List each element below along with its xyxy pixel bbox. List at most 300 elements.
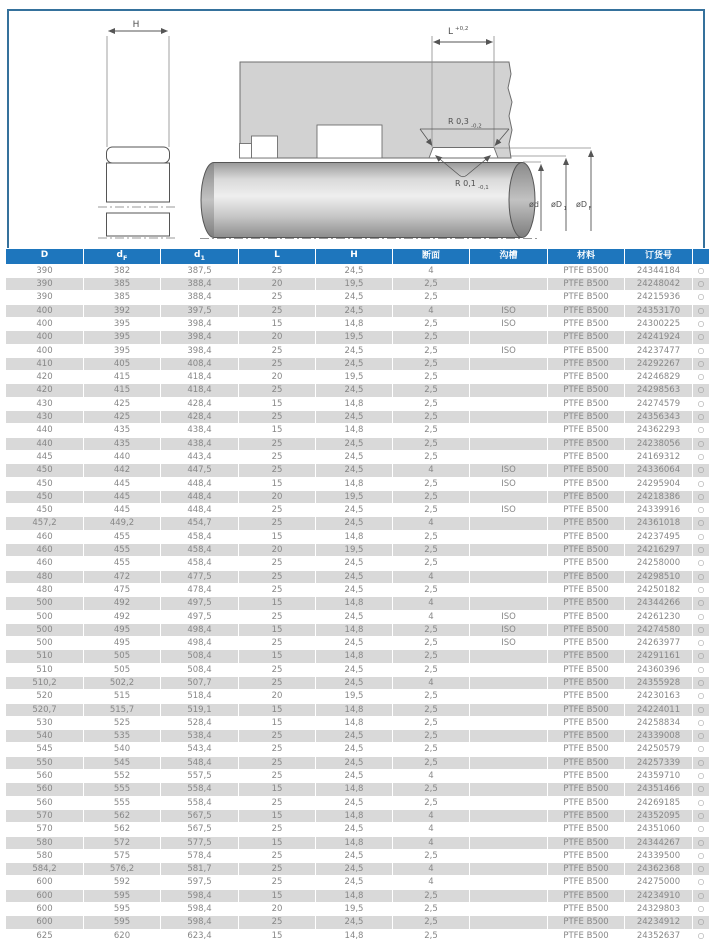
cell-cross-section: 2,5	[393, 371, 469, 383]
cell-L: 25	[239, 611, 315, 623]
cell-order-no: 24344184	[625, 265, 692, 277]
cell-dF: 382	[84, 265, 160, 277]
cell-dF: 472	[84, 571, 160, 583]
cell-d1: 578,4	[161, 850, 238, 862]
cell-D: 440	[6, 438, 83, 450]
cell-groove	[470, 278, 547, 290]
table-row	[6, 345, 709, 357]
cell-order-no: 24274580	[625, 624, 692, 636]
table-row	[6, 265, 709, 277]
cell-dF: 620	[84, 930, 160, 942]
cell-cross-section: 4	[393, 517, 469, 529]
cell-D: 500	[6, 637, 83, 649]
cell-cross-section: 2,5	[393, 491, 469, 503]
availability-circle: ○	[693, 491, 709, 503]
cell-order-no: 24352095	[625, 810, 692, 822]
cell-L: 25	[239, 517, 315, 529]
cell-D: 520,7	[6, 704, 83, 716]
cell-D: 510	[6, 664, 83, 676]
cell-groove	[470, 783, 547, 795]
cell-D: 600	[6, 890, 83, 902]
table-row	[6, 358, 709, 370]
cell-dF: 455	[84, 544, 160, 556]
dia-label-d1: øD	[551, 200, 563, 209]
cell-L: 15	[239, 318, 315, 330]
cell-cross-section: 2,5	[393, 438, 469, 450]
table-row	[6, 305, 709, 317]
cell-material: PTFE B500	[548, 438, 624, 450]
cell-material: PTFE B500	[548, 371, 624, 383]
cell-groove: ISO	[470, 305, 547, 317]
cell-material: PTFE B500	[548, 850, 624, 862]
cell-L: 15	[239, 650, 315, 662]
cell-cross-section: 2,5	[393, 690, 469, 702]
cell-d1: 388,4	[161, 278, 238, 290]
cell-d1: 438,4	[161, 424, 238, 436]
cell-L: 25	[239, 265, 315, 277]
cell-cross-section: 2,5	[393, 717, 469, 729]
table-row	[6, 278, 709, 290]
shaft-body	[214, 163, 522, 238]
cell-dF: 525	[84, 717, 160, 729]
cell-order-no: 24344267	[625, 837, 692, 849]
cell-order-no: 24269185	[625, 797, 692, 809]
cell-material: PTFE B500	[548, 305, 624, 317]
table-row	[6, 584, 709, 596]
cell-H: 24,5	[316, 438, 392, 450]
cell-H: 24,5	[316, 504, 392, 516]
radius-label-top: R 0,3	[448, 117, 469, 126]
cell-material: PTFE B500	[548, 571, 624, 583]
cell-cross-section: 4	[393, 770, 469, 782]
cell-dF: 595	[84, 916, 160, 928]
cell-H: 14,8	[316, 624, 392, 636]
cell-d1: 598,4	[161, 890, 238, 902]
cell-D: 390	[6, 291, 83, 303]
table-row	[6, 677, 709, 689]
cell-groove: ISO	[470, 624, 547, 636]
cell-dF: 435	[84, 424, 160, 436]
cell-dF: 385	[84, 278, 160, 290]
cell-groove	[470, 690, 547, 702]
cell-d1: 538,4	[161, 730, 238, 742]
cell-dF: 562	[84, 823, 160, 835]
table-row	[6, 438, 709, 450]
cell-material: PTFE B500	[548, 704, 624, 716]
cell-dF: 445	[84, 491, 160, 503]
availability-circle: ○	[693, 717, 709, 729]
cell-order-no: 24300225	[625, 318, 692, 330]
cell-order-no: 24263977	[625, 637, 692, 649]
cell-material: PTFE B500	[548, 504, 624, 516]
availability-circle: ○	[693, 451, 709, 463]
table-row	[6, 743, 709, 755]
cell-D: 390	[6, 265, 83, 277]
cell-groove: ISO	[470, 637, 547, 649]
cell-dF: 502,2	[84, 677, 160, 689]
cell-material: PTFE B500	[548, 291, 624, 303]
cell-L: 25	[239, 411, 315, 423]
cell-cross-section: 4	[393, 677, 469, 689]
cell-dF: 385	[84, 291, 160, 303]
cell-groove	[470, 930, 547, 942]
cell-d1: 418,4	[161, 371, 238, 383]
availability-circle: ○	[693, 837, 709, 849]
cell-H: 14,8	[316, 717, 392, 729]
cell-H: 14,8	[316, 398, 392, 410]
cell-H: 19,5	[316, 278, 392, 290]
cell-d1: 598,4	[161, 916, 238, 928]
availability-circle: ○	[693, 930, 709, 942]
cell-order-no: 24224011	[625, 704, 692, 716]
cell-dF: 415	[84, 371, 160, 383]
cell-H: 14,8	[316, 597, 392, 609]
cell-H: 14,8	[316, 318, 392, 330]
cell-H: 14,8	[316, 783, 392, 795]
table-row	[6, 478, 709, 490]
cell-L: 25	[239, 305, 315, 317]
header-row	[6, 249, 709, 264]
cell-L: 25	[239, 916, 315, 928]
cell-L: 20	[239, 690, 315, 702]
cell-cross-section: 2,5	[393, 424, 469, 436]
cell-order-no: 24215936	[625, 291, 692, 303]
seal-profile-lip	[107, 147, 170, 163]
cell-groove	[470, 810, 547, 822]
cell-cross-section: 2,5	[393, 318, 469, 330]
availability-circle: ○	[693, 345, 709, 357]
cell-cross-section: 4	[393, 265, 469, 277]
col-header-material: 材料	[548, 249, 624, 264]
cell-order-no: 24353170	[625, 305, 692, 317]
cell-groove	[470, 557, 547, 569]
cell-material: PTFE B500	[548, 757, 624, 769]
cell-d1: 567,5	[161, 810, 238, 822]
cell-order-no: 24336064	[625, 464, 692, 476]
cell-L: 25	[239, 677, 315, 689]
cell-order-no: 24339008	[625, 730, 692, 742]
cell-groove	[470, 491, 547, 503]
cell-groove	[470, 797, 547, 809]
cell-D: 545	[6, 743, 83, 755]
seal-profile-mirror	[107, 213, 170, 236]
cell-L: 25	[239, 557, 315, 569]
cell-d1: 448,4	[161, 478, 238, 490]
table-row	[6, 770, 709, 782]
cell-order-no: 24351060	[625, 823, 692, 835]
cell-material: PTFE B500	[548, 717, 624, 729]
cell-D: 600	[6, 903, 83, 915]
cell-dF: 495	[84, 624, 160, 636]
cell-H: 19,5	[316, 331, 392, 343]
col-header-df: $d_F$	[84, 249, 160, 264]
cell-order-no: 24362368	[625, 863, 692, 875]
cell-dF: 505	[84, 650, 160, 662]
cell-H: 24,5	[316, 664, 392, 676]
cell-dF: 545	[84, 757, 160, 769]
table-row	[6, 850, 709, 862]
cell-L: 25	[239, 743, 315, 755]
cell-H: 24,5	[316, 557, 392, 569]
availability-circle: ○	[693, 371, 709, 383]
cell-L: 25	[239, 637, 315, 649]
table-row	[6, 331, 709, 343]
col-header-order-no: 订货号	[625, 249, 692, 264]
cell-dF: 495	[84, 637, 160, 649]
cell-L: 15	[239, 704, 315, 716]
cell-groove	[470, 863, 547, 875]
cell-H: 24,5	[316, 770, 392, 782]
cell-H: 19,5	[316, 690, 392, 702]
cell-cross-section: 4	[393, 597, 469, 609]
cell-d1: 508,4	[161, 664, 238, 676]
availability-circle: ○	[693, 517, 709, 529]
cell-material: PTFE B500	[548, 597, 624, 609]
cell-groove	[470, 451, 547, 463]
col-header-d1: $d_1$	[161, 249, 238, 264]
cell-material: PTFE B500	[548, 584, 624, 596]
cell-order-no: 24339500	[625, 850, 692, 862]
availability-circle: ○	[693, 464, 709, 476]
cell-groove	[470, 384, 547, 396]
cell-groove	[470, 704, 547, 716]
cell-dF: 555	[84, 783, 160, 795]
cell-cross-section: 2,5	[393, 358, 469, 370]
housing-recess-large	[317, 125, 382, 158]
cell-dF: 552	[84, 770, 160, 782]
cell-D: 500	[6, 624, 83, 636]
availability-circle: ○	[693, 690, 709, 702]
cell-d1: 448,4	[161, 504, 238, 516]
cell-groove	[470, 331, 547, 343]
cell-D: 457,2	[6, 517, 83, 529]
availability-circle: ○	[693, 478, 709, 490]
cell-d1: 508,4	[161, 650, 238, 662]
availability-circle: ○	[693, 398, 709, 410]
cell-H: 19,5	[316, 544, 392, 556]
cell-order-no: 24274579	[625, 398, 692, 410]
cell-dF: 576,2	[84, 863, 160, 875]
cell-groove	[470, 398, 547, 410]
cell-d1: 458,4	[161, 531, 238, 543]
availability-circle: ○	[693, 584, 709, 596]
cell-material: PTFE B500	[548, 637, 624, 649]
dia-label-d: ød	[529, 200, 539, 209]
cell-order-no: 24230163	[625, 690, 692, 702]
cell-d1: 518,4	[161, 690, 238, 702]
availability-circle: ○	[693, 384, 709, 396]
col-header-d: D	[6, 249, 83, 264]
cell-d1: 581,7	[161, 863, 238, 875]
cell-H: 24,5	[316, 823, 392, 835]
table-row	[6, 624, 709, 636]
cell-dF: 395	[84, 318, 160, 330]
cell-order-no: 24356343	[625, 411, 692, 423]
cell-d1: 418,4	[161, 384, 238, 396]
cell-dF: 435	[84, 438, 160, 450]
cell-groove	[470, 890, 547, 902]
cell-H: 24,5	[316, 305, 392, 317]
cell-material: PTFE B500	[548, 650, 624, 662]
cell-dF: 555	[84, 797, 160, 809]
cell-H: 19,5	[316, 371, 392, 383]
cell-order-no: 24237495	[625, 531, 692, 543]
cell-cross-section: 2,5	[393, 730, 469, 742]
size-table-container	[5, 248, 710, 943]
cell-L: 25	[239, 823, 315, 835]
cell-D: 500	[6, 611, 83, 623]
cell-cross-section: 2,5	[393, 704, 469, 716]
availability-circle: ○	[693, 504, 709, 516]
cell-H: 24,5	[316, 517, 392, 529]
cell-L: 20	[239, 903, 315, 915]
cell-dF: 575	[84, 850, 160, 862]
cell-groove	[470, 730, 547, 742]
cell-H: 14,8	[316, 650, 392, 662]
cell-L: 15	[239, 717, 315, 729]
cell-dF: 395	[84, 331, 160, 343]
cell-H: 14,8	[316, 837, 392, 849]
table-row	[6, 797, 709, 809]
cell-d1: 597,5	[161, 876, 238, 888]
cell-d1: 498,4	[161, 637, 238, 649]
cell-d1: 477,5	[161, 571, 238, 583]
cell-H: 24,5	[316, 863, 392, 875]
cell-D: 500	[6, 597, 83, 609]
table-row	[6, 757, 709, 769]
cell-L: 25	[239, 876, 315, 888]
cell-L: 15	[239, 810, 315, 822]
availability-circle: ○	[693, 358, 709, 370]
table-row	[6, 384, 709, 396]
table-row	[6, 398, 709, 410]
table-row	[6, 930, 709, 942]
cell-d1: 447,5	[161, 464, 238, 476]
cell-cross-section: 4	[393, 571, 469, 583]
cell-groove	[470, 650, 547, 662]
cell-H: 19,5	[316, 903, 392, 915]
cell-dF: 415	[84, 384, 160, 396]
cell-cross-section: 4	[393, 863, 469, 875]
cell-order-no: 24275000	[625, 876, 692, 888]
cell-d1: 438,4	[161, 438, 238, 450]
availability-circle: ○	[693, 557, 709, 569]
cell-H: 14,8	[316, 930, 392, 942]
cell-H: 14,8	[316, 531, 392, 543]
cell-cross-section: 2,5	[393, 504, 469, 516]
cell-order-no: 24257339	[625, 757, 692, 769]
cell-order-no: 24250182	[625, 584, 692, 596]
cell-d1: 398,4	[161, 318, 238, 330]
cell-material: PTFE B500	[548, 265, 624, 277]
cell-D: 600	[6, 876, 83, 888]
cell-cross-section: 2,5	[393, 451, 469, 463]
cell-L: 25	[239, 345, 315, 357]
cell-D: 625	[6, 930, 83, 942]
cell-order-no: 24329803	[625, 903, 692, 915]
cell-cross-section: 2,5	[393, 930, 469, 942]
cell-groove: ISO	[470, 345, 547, 357]
cell-L: 25	[239, 863, 315, 875]
cell-cross-section: 2,5	[393, 664, 469, 676]
cell-cross-section: 2,5	[393, 797, 469, 809]
cell-d1: 498,4	[161, 624, 238, 636]
cell-dF: 540	[84, 743, 160, 755]
cell-cross-section: 2,5	[393, 331, 469, 343]
cell-D: 460	[6, 531, 83, 543]
cell-H: 24,5	[316, 345, 392, 357]
cell-material: PTFE B500	[548, 690, 624, 702]
cell-cross-section: 2,5	[393, 384, 469, 396]
cell-D: 560	[6, 770, 83, 782]
cell-material: PTFE B500	[548, 345, 624, 357]
cell-order-no: 24234912	[625, 916, 692, 928]
cell-groove	[470, 544, 547, 556]
cell-L: 25	[239, 384, 315, 396]
cell-material: PTFE B500	[548, 770, 624, 782]
cell-groove	[470, 916, 547, 928]
cell-dF: 515	[84, 690, 160, 702]
availability-circle: ○	[693, 743, 709, 755]
radius-label-top-tol: -0,2	[471, 123, 482, 130]
cell-H: 24,5	[316, 584, 392, 596]
cell-material: PTFE B500	[548, 331, 624, 343]
cell-D: 420	[6, 384, 83, 396]
cell-H: 24,5	[316, 611, 392, 623]
cell-L: 15	[239, 531, 315, 543]
radius-label-bottom: R 0,1	[455, 179, 476, 188]
cell-D: 510,2	[6, 677, 83, 689]
cell-d1: 443,4	[161, 451, 238, 463]
cell-cross-section: 2,5	[393, 278, 469, 290]
cell-d1: 428,4	[161, 398, 238, 410]
cell-order-no: 24248042	[625, 278, 692, 290]
cell-L: 25	[239, 770, 315, 782]
cell-order-no: 24237477	[625, 345, 692, 357]
cell-cross-section: 2,5	[393, 757, 469, 769]
cell-order-no: 24218386	[625, 491, 692, 503]
cell-material: PTFE B500	[548, 358, 624, 370]
cell-D: 510	[6, 650, 83, 662]
cell-cross-section: 2,5	[393, 624, 469, 636]
cell-L: 15	[239, 478, 315, 490]
cell-dF: 505	[84, 664, 160, 676]
availability-circle: ○	[693, 611, 709, 623]
cell-groove	[470, 358, 547, 370]
cell-cross-section: 4	[393, 305, 469, 317]
dim-label-l: L	[448, 27, 454, 37]
cell-H: 24,5	[316, 743, 392, 755]
table-row	[6, 597, 709, 609]
cell-groove	[470, 371, 547, 383]
cell-D: 600	[6, 916, 83, 928]
availability-circle: ○	[693, 704, 709, 716]
cell-material: PTFE B500	[548, 384, 624, 396]
col-header-availability	[693, 249, 709, 264]
cell-L: 25	[239, 504, 315, 516]
cell-L: 25	[239, 664, 315, 676]
cell-D: 430	[6, 411, 83, 423]
cell-D: 460	[6, 544, 83, 556]
table-row	[6, 810, 709, 822]
cell-cross-section: 2,5	[393, 584, 469, 596]
cell-D: 570	[6, 810, 83, 822]
table-row	[6, 876, 709, 888]
cell-L: 25	[239, 571, 315, 583]
cell-material: PTFE B500	[548, 903, 624, 915]
cell-d1: 478,4	[161, 584, 238, 596]
cell-cross-section: 4	[393, 611, 469, 623]
